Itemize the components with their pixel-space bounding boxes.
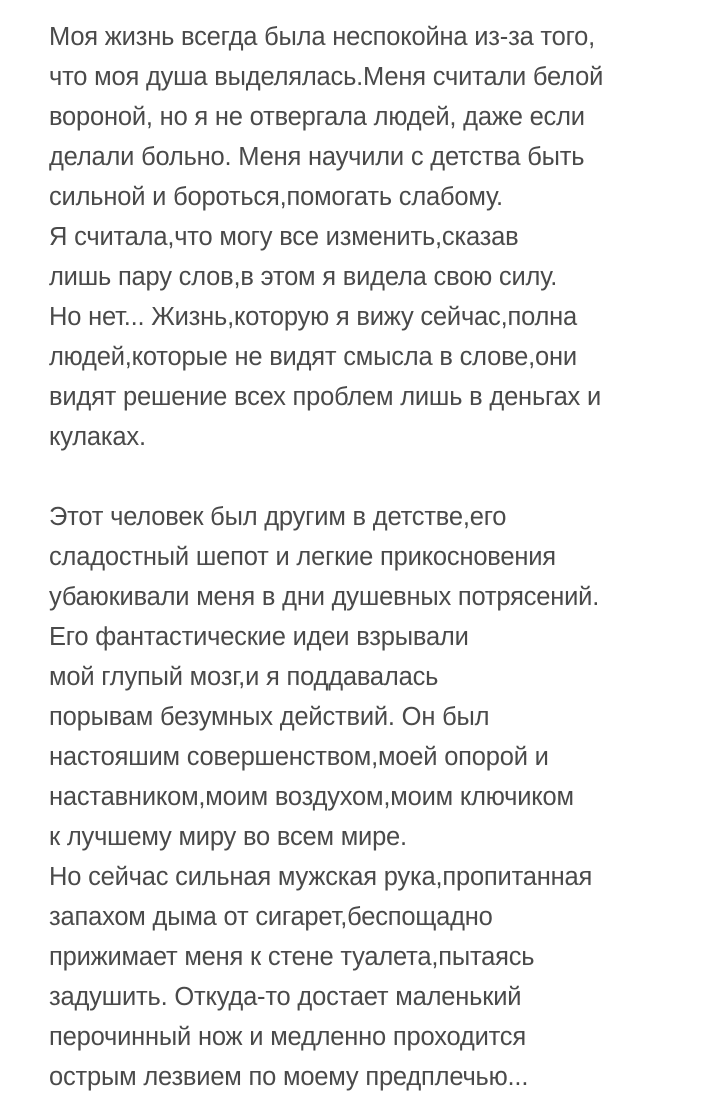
text-line: Я считала,что могу все изменить,сказав: [49, 223, 519, 251]
paragraph-2: [49, 497, 709, 1097]
text-line: что моя душа выделялась.Меня считали белой: [49, 63, 604, 91]
text-line: сладостный шепот и легкие прикосновения: [49, 543, 556, 571]
document-text: [49, 17, 709, 1097]
text-line: видят решение всех проблем лишь в деньгах и: [49, 383, 602, 411]
text-line: настояшим совершенством,моей опорой и: [49, 743, 549, 771]
text-line: порывам безумных действий. Он был: [49, 703, 490, 731]
text-line: наставником,моим воздухом,моим ключиком: [49, 783, 574, 811]
text-line: мой глупый мозг,и я поддавалась: [49, 663, 439, 691]
text-line: перочинный нож и медленно проходится: [49, 1023, 526, 1051]
text-line: прижимает меня к стене туалета,пытаясь: [49, 943, 535, 971]
paragraph-gap: [49, 457, 709, 497]
text-line: Но нет... Жизнь,которую я вижу сейчас,полна: [49, 303, 578, 331]
text-line: запахом дыма от сигарет,беспощадно: [49, 903, 493, 931]
text-line: сильной и бороться,помогать слабому.: [49, 183, 503, 211]
text-line: Этот человек был другим в детстве,его: [49, 503, 507, 531]
text-line: к лучшему миру во всем мире.: [49, 823, 407, 851]
text-line: лишь пару слов,в этом я видела свою силу.: [49, 263, 558, 291]
text-line: убаюкивали меня в дни душевных потрясений.: [49, 583, 600, 611]
text-line: Его фантастические идеи взрывали: [49, 623, 469, 651]
text-line: Но сейчас сильная мужская рука,пропитанная: [49, 863, 593, 891]
text-line: делали больно. Меня научили с детства быть: [49, 143, 585, 171]
paragraph-1: [49, 17, 709, 457]
text-line: людей,которые не видят смысла в слове,они: [49, 343, 577, 371]
text-line: Моя жизнь всегда была неспокойна из-за того,: [49, 23, 596, 51]
text-line: вороной, но я не отвергала людей, даже если: [49, 103, 585, 131]
text-line: острым лезвием по моему предплечью...: [49, 1063, 529, 1091]
text-line: кулаках.: [49, 423, 146, 451]
text-line: задушить. Откуда-то достает маленький: [49, 983, 522, 1011]
